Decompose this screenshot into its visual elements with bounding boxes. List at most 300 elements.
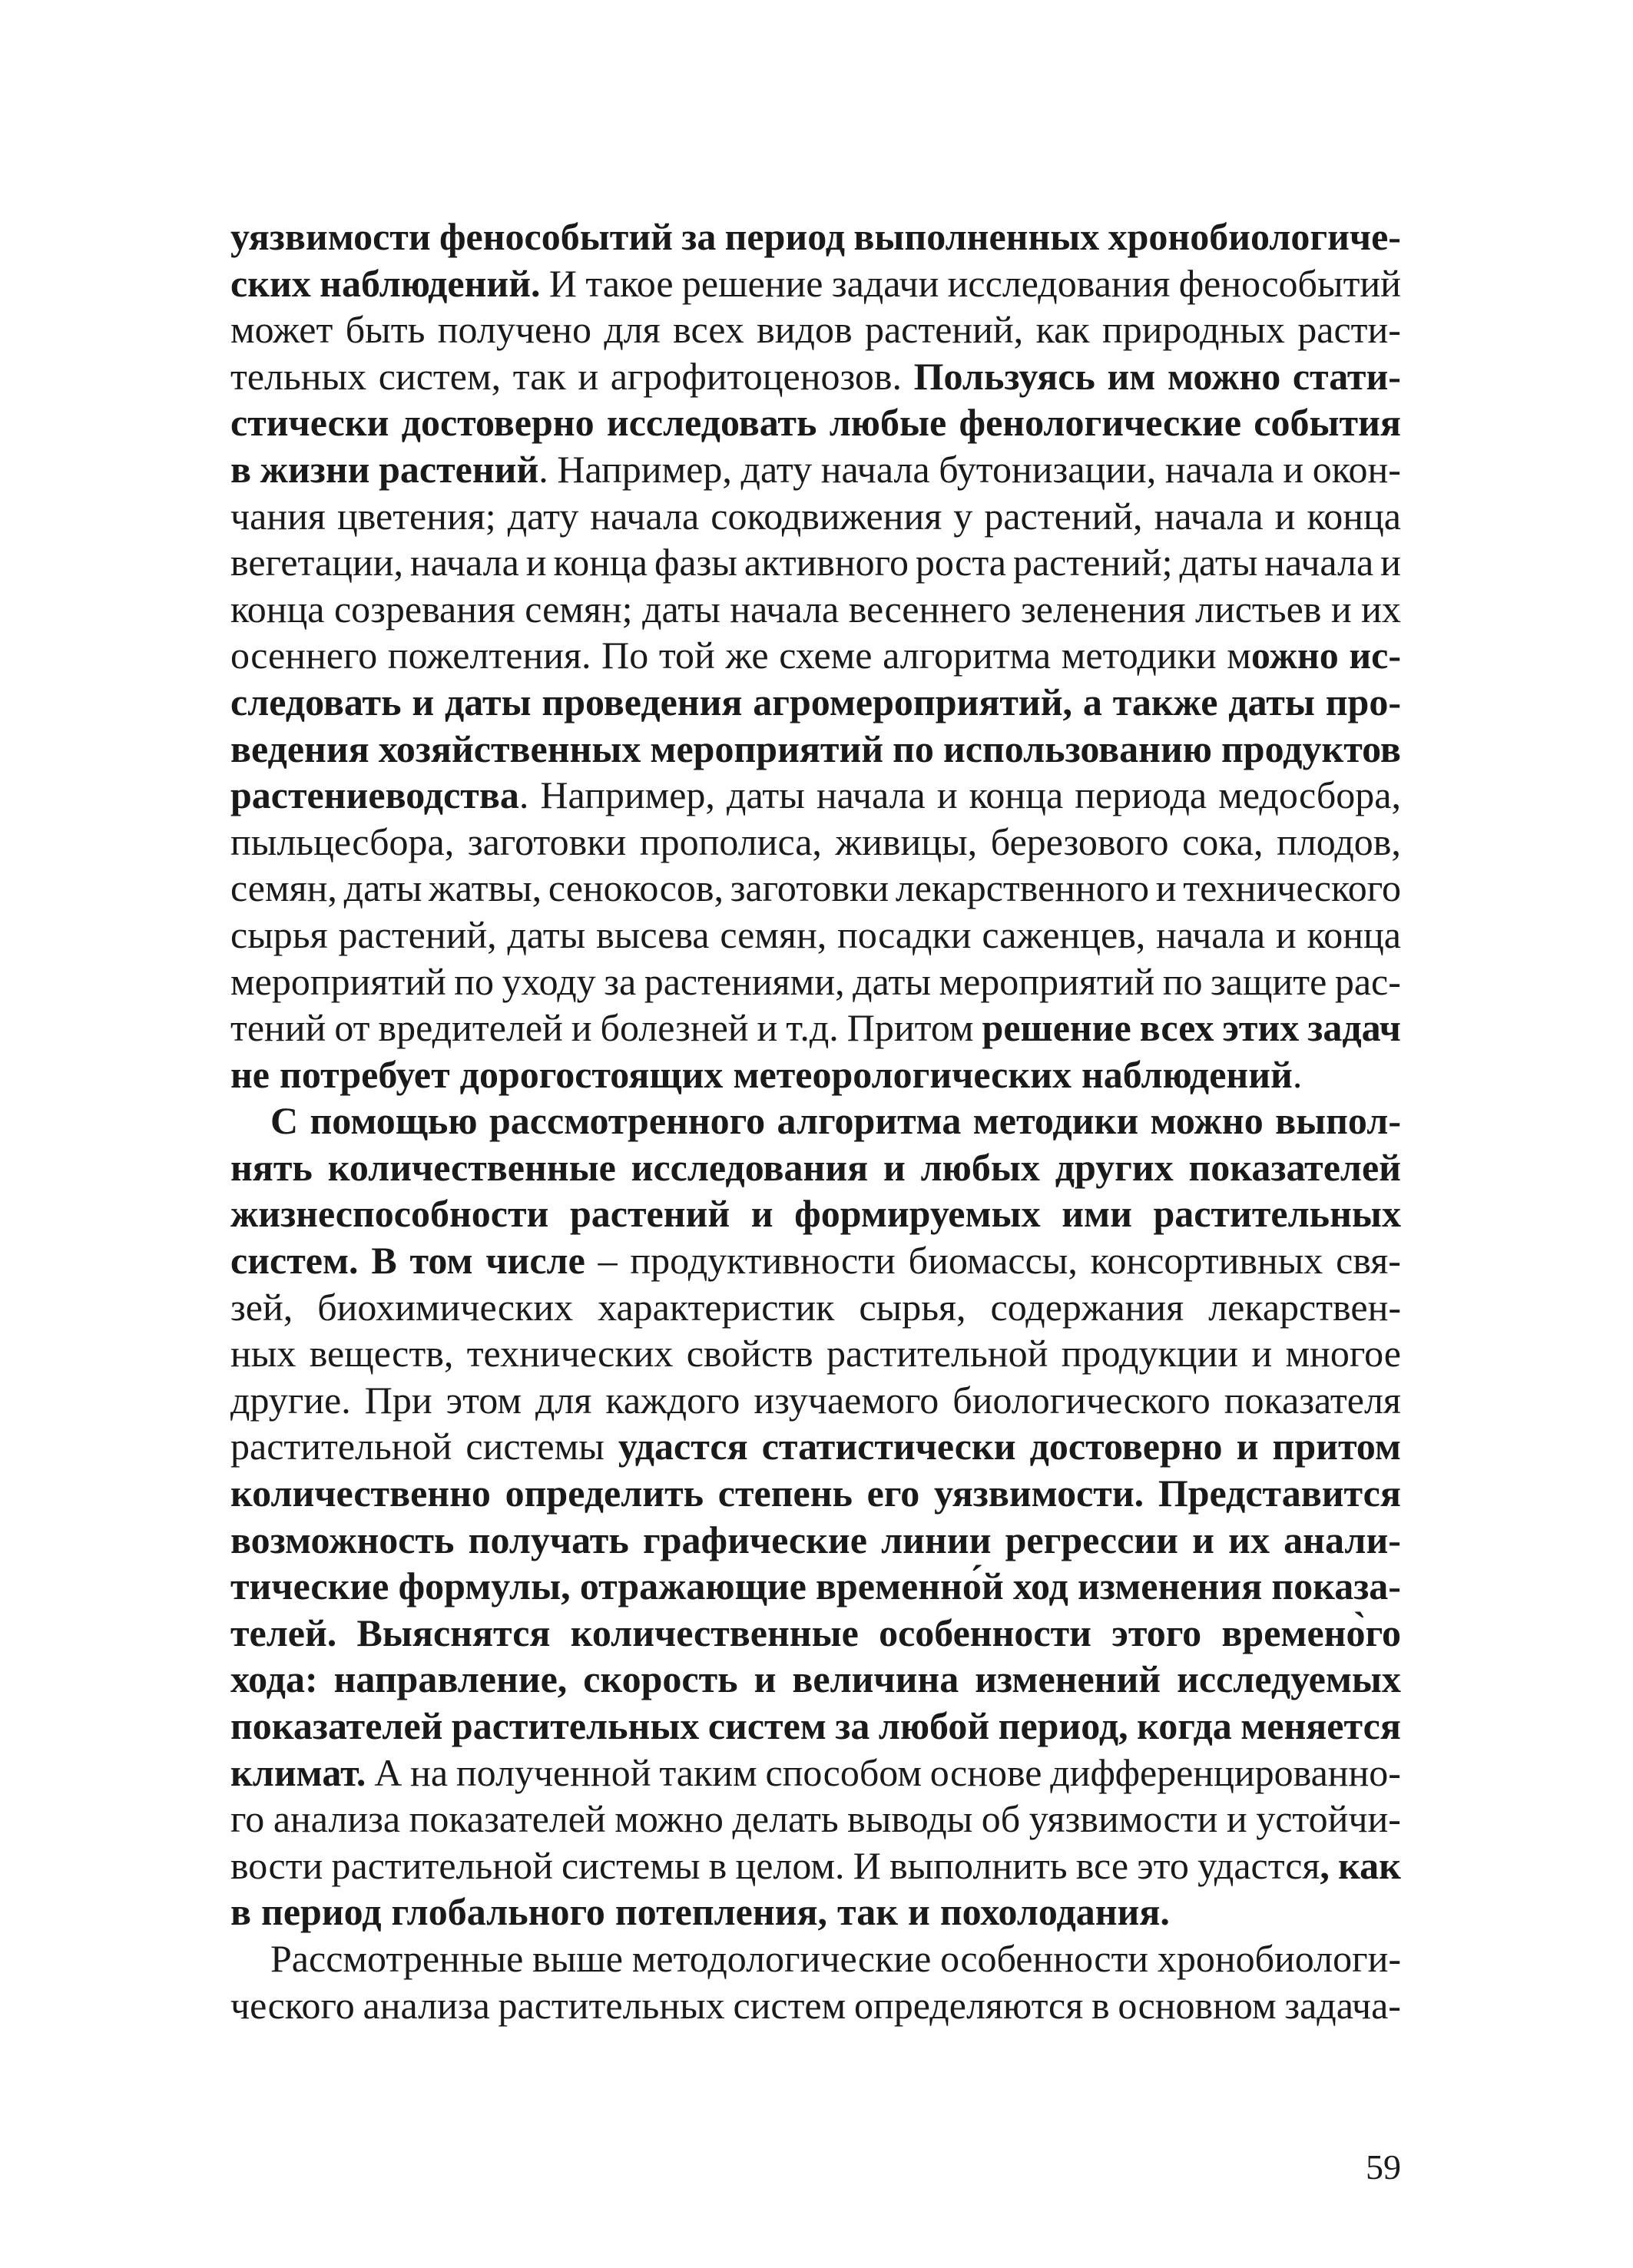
text-line	[230, 1051, 1401, 1098]
word: все	[1075, 1843, 1129, 1887]
word: и	[936, 773, 958, 817]
word: и	[750, 1192, 773, 1236]
word: задачи	[831, 261, 939, 305]
word: уязвимости	[230, 215, 431, 258]
word: числе	[485, 1239, 585, 1283]
word: проведения	[542, 680, 743, 723]
word: даты	[1179, 541, 1258, 584]
word: хронобиологиче-	[1108, 215, 1401, 258]
word: может	[230, 308, 333, 352]
word: удастся,	[1197, 1843, 1330, 1887]
word: начала	[820, 447, 930, 491]
word: Рассмотренные	[270, 1936, 524, 1980]
word: т.д.	[786, 1006, 839, 1050]
word: начала	[409, 541, 519, 584]
word: выполненных	[853, 215, 1100, 258]
word: по	[454, 959, 495, 1003]
word: стати-	[1292, 354, 1401, 398]
word: всех	[673, 308, 744, 352]
word: получено	[437, 308, 591, 352]
word: это	[1137, 1843, 1189, 1887]
word: для	[535, 1378, 592, 1422]
word: растительной	[230, 1425, 452, 1468]
text-line	[230, 632, 1401, 679]
word: основе	[929, 1750, 1042, 1794]
word: можно	[1227, 634, 1339, 677]
text-line	[230, 1005, 1401, 1051]
word: начала	[590, 494, 700, 538]
word: хозяйственных	[378, 727, 641, 770]
word: начала	[816, 773, 926, 817]
word: их	[1361, 587, 1401, 631]
word: активного	[744, 541, 909, 584]
word: такое	[585, 261, 674, 305]
word: заготовки	[730, 866, 889, 910]
word: пожелтения.	[387, 634, 591, 677]
word: притом	[1272, 1425, 1401, 1468]
word: растительных	[498, 1983, 725, 2027]
word: и	[1275, 912, 1297, 956]
word: целом.	[735, 1843, 845, 1887]
word: дорогостоящих	[459, 1052, 724, 1096]
word: методики	[1061, 634, 1217, 677]
word: и	[1380, 541, 1401, 584]
word: защите	[1211, 959, 1327, 1003]
word: жатвы,	[429, 866, 542, 910]
word: биологического	[952, 1378, 1211, 1422]
text-line	[230, 1098, 1401, 1144]
word: метеорологических	[733, 1052, 1072, 1096]
word: направление,	[333, 1657, 568, 1701]
text-line	[230, 1750, 1401, 1796]
word: задача-	[1284, 1983, 1401, 2027]
word: в	[230, 1890, 252, 1934]
word: заготовки	[467, 819, 627, 863]
word: всех	[1139, 1006, 1214, 1050]
word: продуктов	[1221, 727, 1401, 770]
word: фенособытий	[439, 215, 673, 258]
word: таким	[659, 1750, 757, 1794]
text-line	[230, 1423, 1401, 1470]
text-line	[230, 1610, 1401, 1657]
word: растительных	[451, 1704, 700, 1747]
text-line	[230, 214, 1401, 260]
word: продукции	[1061, 1332, 1239, 1376]
word: изучаемого	[754, 1378, 939, 1422]
word: И	[853, 1843, 881, 1887]
word: тельных	[230, 354, 367, 398]
word: Выяснятся	[356, 1611, 551, 1654]
word: и	[908, 1890, 930, 1934]
word: использованию	[942, 727, 1212, 770]
word: ими	[1062, 1192, 1132, 1236]
word: растительной	[331, 1843, 553, 1887]
word: особенности	[879, 1611, 1091, 1654]
word: сырья,	[859, 1285, 966, 1329]
text-line	[230, 1796, 1401, 1843]
word: саженцев,	[982, 912, 1146, 956]
word: а	[1082, 680, 1102, 723]
word: отражающие	[579, 1564, 807, 1608]
word: задач	[1307, 1006, 1401, 1050]
word: нять	[230, 1145, 313, 1189]
text-line	[230, 1284, 1401, 1331]
word: помощью	[310, 1099, 478, 1143]
word: агрофитоценозов.	[610, 354, 903, 398]
text-line	[230, 1470, 1401, 1517]
word: окон-	[1312, 447, 1401, 491]
word: –	[598, 1239, 618, 1283]
text-line	[230, 586, 1401, 633]
text-line	[230, 1377, 1401, 1424]
word: достоверно	[1029, 1425, 1223, 1468]
word: по	[1162, 959, 1203, 1003]
word: телей.	[230, 1611, 337, 1654]
word: цветения;	[336, 494, 496, 538]
word: скорость	[583, 1657, 738, 1701]
word: так	[837, 1890, 899, 1934]
word: посадки	[837, 912, 972, 956]
body-text	[230, 214, 1401, 2028]
word: начала	[1264, 541, 1374, 584]
word: за	[681, 215, 717, 258]
word: ход	[1012, 1564, 1068, 1608]
word: го	[230, 1797, 265, 1841]
word: сырья	[230, 912, 328, 956]
word: изменения	[1078, 1564, 1263, 1608]
word: делать	[732, 1797, 839, 1841]
word: анали-	[1284, 1518, 1401, 1561]
word: свя-	[1336, 1239, 1401, 1283]
word: семян;	[525, 587, 633, 631]
word: системы	[465, 1425, 605, 1468]
word: потепления,	[614, 1890, 828, 1934]
word: и	[754, 1657, 777, 1701]
word: показателей	[230, 1704, 443, 1747]
word: ческого	[230, 1983, 355, 2027]
word: любых	[920, 1145, 1040, 1189]
word: любые	[829, 401, 947, 445]
word: С	[270, 1099, 299, 1143]
word: устойчи-	[1256, 1797, 1401, 1841]
word: выше	[532, 1936, 623, 1980]
word: растений;	[1012, 541, 1173, 584]
word: биохимических	[317, 1285, 574, 1329]
word: особенности	[940, 1936, 1149, 1980]
word: статистически	[761, 1425, 1016, 1468]
word: методики	[972, 1099, 1139, 1143]
word: и	[412, 680, 435, 723]
word: за	[604, 959, 637, 1003]
word: лекарственного	[895, 866, 1150, 910]
word: период	[261, 1890, 382, 1934]
word: медосбора,	[1218, 773, 1401, 817]
word: его	[866, 1472, 920, 1515]
word: фенособытий	[1178, 261, 1401, 305]
word: и	[1226, 1797, 1247, 1841]
text-line	[230, 726, 1401, 773]
word: об	[981, 1797, 1021, 1841]
word: другие.	[230, 1378, 351, 1422]
page-number: 59	[1366, 2147, 1401, 2187]
word: Например,	[557, 447, 732, 491]
word: хода:	[230, 1657, 318, 1701]
word: достоверно	[401, 401, 595, 445]
word: зей,	[230, 1285, 293, 1329]
word: у	[953, 494, 973, 538]
word: и	[1236, 1425, 1259, 1468]
word: растений.	[379, 447, 548, 491]
word: их	[1228, 1518, 1270, 1561]
text-line	[230, 819, 1401, 866]
text-line	[230, 1935, 1401, 1982]
word: определяются	[854, 1983, 1084, 2027]
word: способом	[765, 1750, 922, 1794]
word: и	[1274, 494, 1296, 538]
text-line	[230, 1889, 1401, 1935]
word: лекарствен-	[1208, 1285, 1401, 1329]
word: мероприятий	[650, 727, 884, 770]
word: исследуемых	[1177, 1657, 1401, 1701]
word: временно́й	[816, 1564, 1004, 1608]
word: технических	[466, 1332, 674, 1376]
word: Например,	[540, 773, 715, 817]
word: растительной	[826, 1332, 1048, 1376]
text-line	[230, 1982, 1401, 2029]
text-line	[230, 446, 1401, 493]
word: консортивных	[1090, 1239, 1323, 1283]
word: конца	[230, 587, 325, 631]
word: исследования	[947, 261, 1171, 305]
word: можно	[614, 1797, 724, 1841]
word: В	[371, 1239, 397, 1283]
word: сокодвижения	[711, 494, 942, 538]
word: чания	[230, 494, 326, 538]
word: на	[410, 1750, 449, 1794]
word: от	[334, 1006, 370, 1050]
word: дату	[507, 494, 579, 538]
word: определить	[505, 1472, 704, 1515]
word: и	[571, 1006, 592, 1050]
word: агромероприятий,	[753, 680, 1073, 723]
word: показателей	[1188, 1145, 1401, 1189]
word: растительных	[1153, 1192, 1401, 1236]
word: анализа	[273, 1797, 401, 1841]
word: как	[1035, 308, 1090, 352]
word: рас-	[1334, 959, 1401, 1003]
word: И	[548, 261, 577, 305]
word: При	[364, 1378, 432, 1422]
word: графические	[642, 1518, 867, 1561]
word: любой	[878, 1704, 990, 1747]
word: уязвимости	[1028, 1797, 1218, 1841]
word: формулы,	[398, 1564, 571, 1608]
word: уязвимости.	[933, 1472, 1144, 1515]
word: стически	[230, 401, 389, 445]
word: конца	[969, 773, 1064, 817]
word: алгоритма	[883, 634, 1052, 677]
word: болезней	[600, 1006, 749, 1050]
text-line	[230, 1843, 1401, 1889]
word: конца	[1307, 912, 1401, 956]
word: можно	[1150, 1099, 1264, 1143]
word: начала	[1154, 494, 1264, 538]
word: Представится	[1158, 1472, 1401, 1515]
word: системы	[561, 1843, 701, 1887]
word: ведения	[230, 727, 369, 770]
word: методологические	[631, 1936, 932, 1980]
word: хронобиологи-	[1157, 1936, 1401, 1980]
word: основном	[1118, 1983, 1277, 2027]
word: пыльцесбора,	[230, 819, 455, 863]
word: этом	[446, 1378, 522, 1422]
word: и	[1155, 866, 1177, 910]
word: фенологические	[959, 401, 1242, 445]
word: той	[658, 634, 715, 677]
word: А	[374, 1750, 402, 1794]
word: этих	[1222, 1006, 1300, 1050]
word: в	[230, 447, 252, 491]
text-line	[230, 399, 1401, 446]
text-line	[230, 539, 1401, 586]
word: растений,	[338, 912, 497, 956]
word: свойств	[686, 1332, 813, 1376]
text-line	[230, 353, 1401, 400]
word: характеристик	[598, 1285, 835, 1329]
word: исследования	[631, 1145, 869, 1189]
word: решение	[982, 1006, 1131, 1050]
text-line	[230, 1330, 1401, 1377]
word: семян,	[720, 912, 827, 956]
word: даты	[727, 773, 805, 817]
word: даты	[853, 959, 931, 1003]
word: формируемых	[794, 1192, 1041, 1236]
word: начала	[1156, 912, 1266, 956]
word: жизни	[260, 447, 370, 491]
word: этого	[1111, 1611, 1202, 1654]
word: когда	[1137, 1704, 1232, 1747]
word: схеме	[779, 634, 873, 677]
word: даты	[507, 912, 586, 956]
text-line	[230, 865, 1401, 912]
word: ных	[230, 1332, 296, 1376]
word: климат.	[230, 1750, 366, 1794]
word: решение	[681, 261, 823, 305]
word: фазы	[654, 541, 737, 584]
word: растениями,	[644, 959, 845, 1003]
word: можно	[1168, 354, 1281, 398]
word: и	[578, 354, 599, 398]
word: также	[1112, 680, 1218, 723]
word: растений	[569, 1192, 730, 1236]
word: веществ,	[309, 1332, 454, 1376]
word: для	[604, 308, 661, 352]
text-line	[230, 1703, 1401, 1750]
word: жизнеспособности	[230, 1192, 549, 1236]
word: Пользуясь	[913, 354, 1095, 398]
word: период,	[998, 1704, 1128, 1747]
word: и	[525, 541, 547, 584]
word: конца	[1307, 494, 1401, 538]
word: в	[708, 1843, 727, 1887]
word: наблюдений.	[320, 261, 541, 305]
word: следовать	[230, 680, 402, 723]
word: выпол-	[1275, 1099, 1401, 1143]
word: рассмотренного	[489, 1099, 766, 1143]
word: других	[1055, 1145, 1174, 1189]
text-line	[230, 1237, 1401, 1284]
text-line	[230, 772, 1401, 819]
word: показа-	[1271, 1564, 1401, 1608]
word: осеннего	[230, 634, 378, 677]
word: вости	[230, 1843, 323, 1887]
word: конца	[553, 541, 648, 584]
word: и	[757, 1006, 778, 1050]
word: потребует	[280, 1052, 450, 1096]
word: уходу	[502, 959, 596, 1003]
word: про-	[1325, 680, 1401, 723]
word: и	[1251, 1332, 1273, 1376]
word: Притом	[846, 1006, 974, 1050]
word: систем	[707, 1704, 826, 1747]
word: многое	[1285, 1332, 1401, 1376]
word: изменений	[975, 1657, 1161, 1701]
word: содержания	[990, 1285, 1184, 1329]
word: растениеводства.	[230, 773, 529, 817]
word: регрессии	[1005, 1518, 1178, 1561]
text-line	[230, 1563, 1401, 1610]
word: прополиса,	[639, 819, 822, 863]
word: наблюдений.	[1081, 1052, 1303, 1096]
word: листьев	[1195, 587, 1322, 631]
word: роста	[915, 541, 1006, 584]
word: продуктивности	[630, 1239, 896, 1283]
word: технического	[1183, 866, 1401, 910]
word: величина	[792, 1657, 959, 1701]
text-line	[230, 493, 1401, 540]
word: выводы	[847, 1797, 973, 1841]
word: систем.	[230, 1239, 359, 1283]
word: и	[1192, 1518, 1214, 1561]
word: по	[893, 727, 934, 770]
word: периода	[1075, 773, 1207, 817]
word: плодов,	[1277, 819, 1401, 863]
word: как	[1338, 1843, 1401, 1887]
text-line	[230, 306, 1401, 353]
word: начала	[1164, 447, 1274, 491]
word: количественно	[230, 1472, 491, 1515]
word: мероприятий	[230, 959, 446, 1003]
text-line	[230, 912, 1401, 959]
word: систем	[733, 1983, 846, 2027]
word: события	[1254, 401, 1401, 445]
text-line	[230, 679, 1401, 726]
word: зеленения	[1020, 587, 1186, 631]
word: бутонизации,	[939, 447, 1157, 491]
word: даты	[343, 866, 422, 910]
word: не	[230, 1052, 270, 1096]
word: за	[835, 1704, 870, 1747]
word: биомассы,	[908, 1239, 1078, 1283]
word: дату	[740, 447, 813, 491]
word: растений,	[864, 308, 1024, 352]
word: возможность	[230, 1518, 455, 1561]
text-line	[230, 1656, 1401, 1703]
word: период	[724, 215, 846, 258]
word: похолодания.	[939, 1890, 1170, 1934]
text-line	[230, 1190, 1401, 1237]
word: глобального	[391, 1890, 605, 1934]
